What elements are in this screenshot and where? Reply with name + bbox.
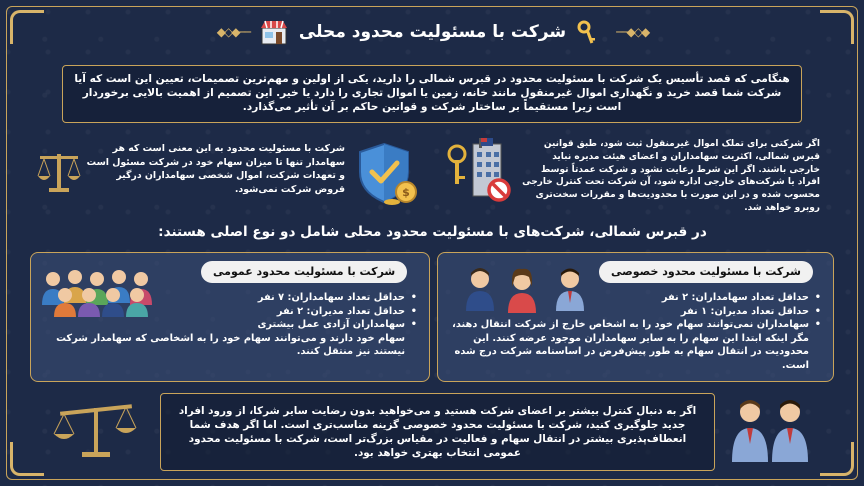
ornament-right: ◆◇◆── bbox=[616, 25, 649, 39]
ornament-left: ──◆◇◆ bbox=[216, 25, 249, 39]
corner-ornament bbox=[10, 442, 44, 476]
scales-icon bbox=[34, 148, 84, 196]
conclusion-text: اگر به دنبال کنترل بیشتر بر اعضای شرکت هستید و می‌خواهید بدون رضایت سایر شرکا، از ورود افراد جدید جلوگیری کنید، شرکت با مسئولیت محدود خصوصی گزینه مناسب‌تری است. اما اگر هدف شما انعطاف‌پذیری بیشتر در انتقال سهام و فعالیت در مقیاس بزرگ‌تر است، شرکت با مسئولیت محدود عمومی انتخاب بهتری خواهد بود. bbox=[178, 404, 697, 460]
liability-paragraph: شرکت با مسئولیت محدود به این معنی است که هر سهامدار تنها تا میزان سهام خود در شرکت مسئول است و تعهدات شرکت، اموال شخصی سهامداران درگیر قروض شرکت نمی‌شود. bbox=[86, 143, 345, 195]
shield-icon bbox=[352, 140, 424, 208]
title-bar bbox=[205, 12, 660, 52]
public-items bbox=[39, 291, 417, 359]
list-item: • حداقل تعداد مدیران: ۲ نفر bbox=[39, 305, 417, 319]
list-item: • حداقل تعداد سهامداران: ۲ نفر bbox=[446, 291, 821, 305]
corner-ornament bbox=[820, 442, 854, 476]
list-item: • سهامداران نمی‌توانند سهام خود را به اشخاص خارج از شرکت انتقال دهند، مگر اینکه ابتدا این سهام را به سایر سهامداران موجود عرضه کنند. این محدودیت در انتقال سهام به طور پیش‌فرض در اساسنامه شرکت درج شده است. bbox=[446, 318, 821, 372]
foreign-property-paragraph: اگر شرکتی برای تملک اموال غیرمنقول ثبت شود، طبق قوانین قبرس شمالی، اکثریت سهامداران و اعضای هیئت مدیره نباید خارجی باشند. اگر این شرط رعایت نشود و شرکت عمدتاً توسط افراد یا شرکت‌های خارجی اداره شود، آن شرکت تحت کنترل خارجی محسوب شده و در این صورت با محدودیت‌ها و مقررات سخت‌تری روبرو خواهد شد. bbox=[522, 139, 820, 213]
businessman-icon bbox=[728, 396, 812, 466]
page-title: شرکت با مسئولیت محدود محلی bbox=[298, 22, 567, 42]
private-card-label: شرکت با مسئولیت محدود خصوصی bbox=[599, 261, 813, 283]
public-card-label: شرکت با مسئولیت محدود عمومی bbox=[201, 261, 407, 283]
private-company-card bbox=[437, 252, 834, 382]
list-item: • حداقل تعداد مدیران: ۱ نفر bbox=[446, 305, 821, 319]
list-item-continuation: سهام خود دارند و می‌توانند سهام خود را به اشخاصی که سهامدار شرکت نیستند نیز منتقل کنند. bbox=[56, 332, 405, 358]
list-item: • حداقل تعداد سهامداران: ۷ نفر bbox=[39, 291, 417, 305]
svg-text:$: $ bbox=[402, 186, 410, 199]
list-item: • سهامداران آزادی عمل بیشتری bbox=[39, 318, 417, 332]
public-company-card bbox=[30, 252, 430, 382]
building-icon bbox=[443, 138, 515, 206]
private-items bbox=[446, 291, 821, 372]
intro-box bbox=[62, 65, 802, 123]
corner-ornament bbox=[820, 10, 854, 44]
scales-icon bbox=[52, 398, 140, 462]
intro-text: هنگامی که قصد تأسیس یک شرکت با مسئولیت محدود در قبرس شمالی را دارید، یکی از اولین و مهم‌ترین تصمیمات، تعیین این است که آیا شرکت شما قصد خرید و نگهداری اموال غیرمنقول مانند خانه، زمین یا اموال تجاری را دارد یا خیر. این تصمیم از اهمیت بالایی برخوردار است زیرا مستقیماً بر ساختار شرکت و قوانین حاکم بر آن تأثیر می‌گذارد. bbox=[74, 73, 790, 113]
corner-ornament bbox=[10, 10, 44, 44]
key-icon bbox=[576, 18, 606, 46]
conclusion-box bbox=[160, 393, 715, 471]
types-heading: در قبرس شمالی، شرکت‌های با مسئولیت محدود محلی شامل دو نوع اصلی هستند: bbox=[158, 224, 707, 240]
shop-icon bbox=[259, 18, 289, 46]
